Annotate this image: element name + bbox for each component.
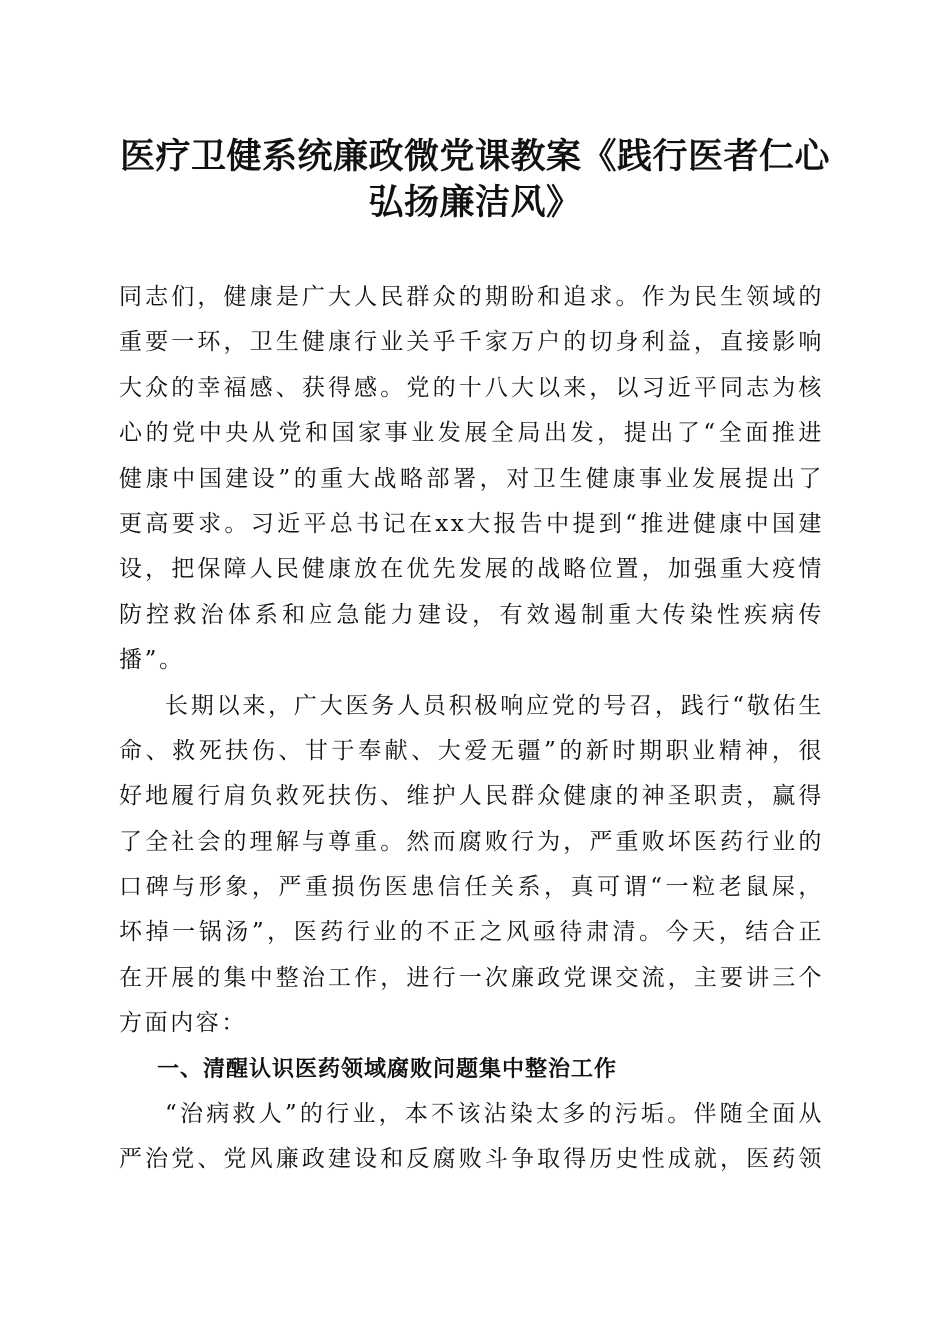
text-line: 了全社会的理解与尊重。然而腐败行为，严重败坏医药行业的 <box>119 828 824 855</box>
text-line: 健康中国建设”的重大战略部署，对卫生健康事业发展提出了 <box>119 465 824 492</box>
text-line: 长期以来，广大医务人员积极响应党的号召，践行“敬佑生 <box>165 692 824 719</box>
text-line: 坏掉一锅汤”，医药行业的不正之风亟待肃清。今天，结合正 <box>119 919 824 946</box>
paragraph-context <box>119 684 824 1047</box>
document-body <box>119 275 824 1183</box>
text-line: 播”。 <box>119 647 185 674</box>
text-line: 心的党中央从党和国家事业发展全局出发，提出了“全面推进 <box>119 420 824 447</box>
text-line: 好地履行肩负救死扶伤、维护人民群众健康的神圣职责，赢得 <box>119 783 824 810</box>
text-line: 设，把保障人民健康放在优先发展的战略位置，加强重大疫情 <box>119 556 824 583</box>
text-line: 命、救死扶伤、甘于奉献、大爱无疆”的新时期职业精神，很 <box>119 737 824 764</box>
text-line: “治病救人”的行业，本不该沾染太多的污垢。伴随全面从 <box>165 1101 824 1128</box>
text-line: 口碑与形象，严重损伤医患信任关系，真可谓“一粒老鼠屎， <box>119 874 824 901</box>
text-line: 在开展的集中整治工作，进行一次廉政党课交流，主要讲三个 <box>119 964 824 991</box>
section-heading: 一、清醒认识医药领域腐败问题集中整治工作 <box>157 1056 618 1082</box>
document-title <box>100 134 850 226</box>
paragraph-section1 <box>119 1092 824 1183</box>
text-line: 严治党、党风廉政建设和反腐败斗争取得历史性成就，医药领 <box>119 1146 824 1173</box>
title-line: 弘扬廉洁风》 <box>368 182 582 223</box>
text-line: 大众的幸福感、获得感。党的十八大以来，以习近平同志为核 <box>119 374 824 401</box>
text-line: 更高要求。习近平总书记在xx大报告中提到“推进健康中国建 <box>119 510 824 537</box>
text-line: 防控救治体系和应急能力建设，有效遏制重大传染性疾病传 <box>119 601 824 628</box>
paragraph-intro <box>119 275 824 684</box>
text-line: 方面内容： <box>119 1010 247 1037</box>
text-line: 重要一环，卫生健康行业关乎千家万户的切身利益，直接影响 <box>119 329 824 356</box>
title-line: 医疗卫健系统廉政微党课教案《践行医者仁心 <box>119 136 830 177</box>
text-line: 同志们，健康是广大人民群众的期盼和追求。作为民生领域的 <box>119 284 824 310</box>
